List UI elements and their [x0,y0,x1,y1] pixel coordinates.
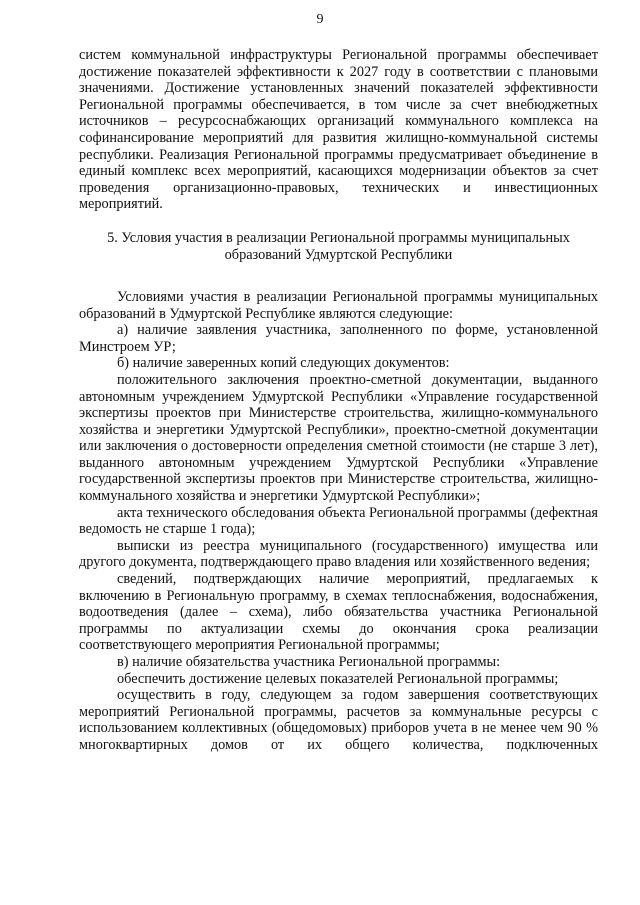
paragraph-registry-extract: выписки из реестра муниципального (государственного) имущества или другого документа, подтверждающего право владения или хозяйственного ведения; [79,537,598,571]
section-heading [79,230,598,264]
page-number: 9 [316,12,324,27]
paragraph-expert-conclusion: положительного заключения проектно-сметной документации, выданного автономным учреждением Удмуртской Республики «Управление государственной экспертизы проектов при Министерстве строительства, жилищно-коммунального хозяйства и энергетики Удмуртской Республики», проектно-сметной документации или заключения о достоверности определения сметной стоимости (не старше 3 лет), выданного автономным учреждением Удмуртской Республики «Управление государственной экспертизы проектов при Министерстве строительства, жилищно-коммунального хозяйства и энергетики Удмуртской Республики»; [79,371,598,505]
paragraph-intro: систем коммунальной инфраструктуры Региональной программы обеспечивает достижение показателей эффективности к 2027 году в соответствии с плановыми значениями. Достижение установленных значений показателей эффективности Региональной программы обеспечивается, в том числе за счет внебюджетных источников – ресурсоснабжающих организаций коммунального комплекса на софинансирование мероприятий для развития жилищно-коммунальной системы республики. Реализация Региональной программы предусматривает объединение в единый комплекс всех мероприятий, касающихся модернизации объектов за счет проведения организационно-правовых, технических и инвестиционных мероприятий. [79,47,598,213]
paragraph-scheme-info: сведений, подтверждающих наличие мероприятий, предлагаемых к включению в Региональную программу, в схемах теплоснабжения, водоснабжения, водоотведения (далее – схема), либо обязательства участника Региональной программы по актуализации схемы до окончания срока реализации соответствующего мероприятия Региональной программы; [79,571,598,654]
section-heading-line-2: образований Удмуртской Республики [224,246,453,263]
paragraph-metering: осуществить в году, следующем за годом завершения соответствующих мероприятий Региональной программы, расчетов за коммунальные ресурсы с использованием коллективных (общедомовых) приборов учета в не менее чем 90 % многоквартирных домов от их общего количества, подключенных [79,687,598,753]
paragraph-conditions: Условиями участия в реализации Региональной программы муниципальных образований в Удмуртской Республике являются следующие: [79,288,598,322]
document-body [79,47,598,754]
paragraph-inspection-act: акта технического обследования объекта Региональной программы (дефектная ведомость не старше 1 года); [79,504,598,538]
paragraph-item-b: б) наличие заверенных копий следующих документов: [117,355,450,372]
paragraph-item-a: а) наличие заявления участника, заполненного по форме, установленной Минстроем УР; [79,322,598,355]
section-heading-line-1: 5. Условия участия в реализации Региональной программы муниципальных [107,229,570,246]
paragraph-item-c: в) наличие обязательства участника Региональной программы: [117,654,501,670]
paragraph-ensure-targets: обеспечить достижение целевых показателей Региональной программы; [117,670,559,687]
